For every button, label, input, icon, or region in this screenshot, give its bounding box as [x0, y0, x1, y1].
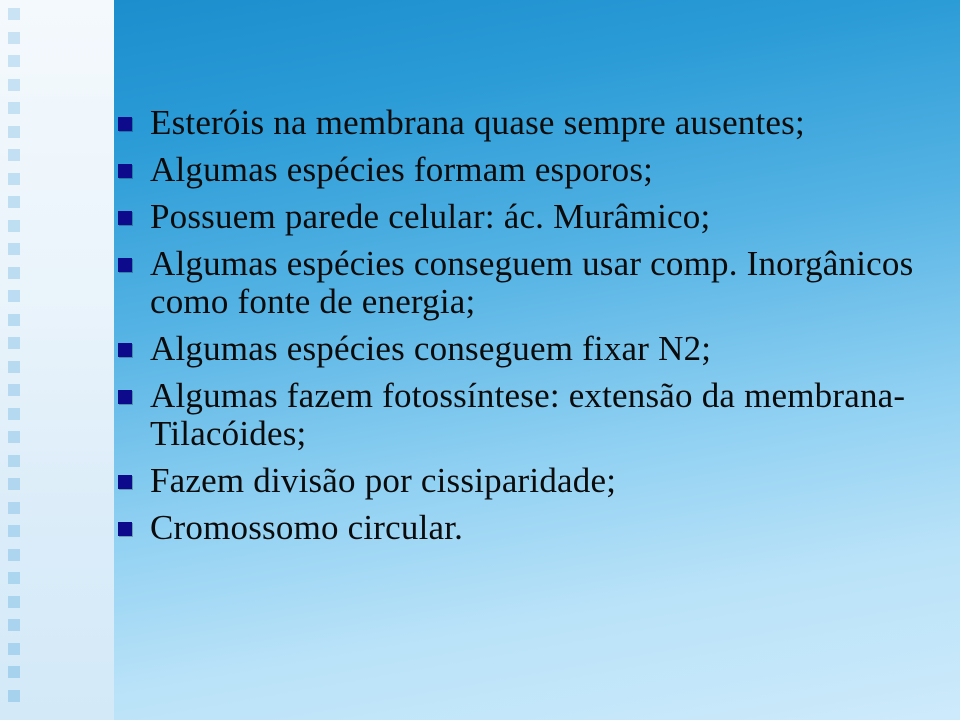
- decorative-square: [8, 290, 20, 302]
- decorative-square: [8, 502, 20, 514]
- bullet-text: Algumas espécies conseguem fixar N2;: [150, 329, 712, 368]
- bullet-item: [116, 198, 916, 236]
- decorative-square: [8, 8, 20, 20]
- decorative-square: [8, 361, 20, 373]
- square-bullet-icon: [118, 522, 132, 536]
- decorative-square: [8, 126, 20, 138]
- decorative-square: [8, 408, 20, 420]
- decorative-square: [8, 431, 20, 443]
- square-bullet-icon: [118, 343, 132, 357]
- square-bullet-icon: [118, 164, 132, 178]
- square-bullet-icon: [118, 475, 132, 489]
- bullet-item: [116, 104, 916, 142]
- bullet-item: [116, 330, 916, 368]
- decorative-square: [8, 337, 20, 349]
- square-bullet-icon: [118, 258, 132, 272]
- decorative-square: [8, 220, 20, 232]
- decorative-square: [8, 32, 20, 44]
- decorative-square: [8, 619, 20, 631]
- decorative-square: [8, 525, 20, 537]
- decorative-square: [8, 102, 20, 114]
- square-bullet-icon: [118, 390, 132, 404]
- decorative-square: [8, 384, 20, 396]
- decorative-square: [8, 549, 20, 561]
- decorative-square: [8, 314, 20, 326]
- bullet-item: [116, 462, 916, 500]
- bullet-text: Fazem divisão por cissiparidade;: [150, 461, 617, 500]
- bullet-item: [116, 151, 916, 189]
- decorative-side-band: [0, 0, 114, 720]
- bullet-item: [116, 377, 916, 453]
- bullet-text: Esteróis na membrana quase sempre ausentes;: [150, 103, 805, 142]
- decorative-square: [8, 196, 20, 208]
- decorative-square: [8, 243, 20, 255]
- bullet-list: [116, 104, 916, 556]
- bullet-text: Cromossomo circular.: [150, 508, 464, 547]
- bullet-item: [116, 509, 916, 547]
- decorative-square: [8, 690, 20, 702]
- decorative-square: [8, 173, 20, 185]
- square-bullet-icon: [118, 211, 132, 225]
- bullet-text: Algumas espécies formam esporos;: [150, 150, 654, 189]
- decorative-square: [8, 666, 20, 678]
- decorative-square: [8, 149, 20, 161]
- bullet-text: Possuem parede celular: ác. Murâmico;: [150, 197, 711, 236]
- decorative-square: [8, 79, 20, 91]
- bullet-item: [116, 245, 916, 321]
- decorative-square: [8, 643, 20, 655]
- bullet-text: Algumas espécies conseguem usar comp. Inorgânicos como fonte de energia;: [150, 244, 914, 321]
- decorative-square: [8, 455, 20, 467]
- decorative-square: [8, 55, 20, 67]
- bullet-text: Algumas fazem fotossíntese: extensão da membrana-Tilacóides;: [150, 376, 906, 453]
- decorative-square: [8, 267, 20, 279]
- decorative-square-column: [8, 0, 22, 720]
- decorative-square: [8, 478, 20, 490]
- decorative-square: [8, 572, 20, 584]
- square-bullet-icon: [118, 117, 132, 131]
- decorative-square: [8, 596, 20, 608]
